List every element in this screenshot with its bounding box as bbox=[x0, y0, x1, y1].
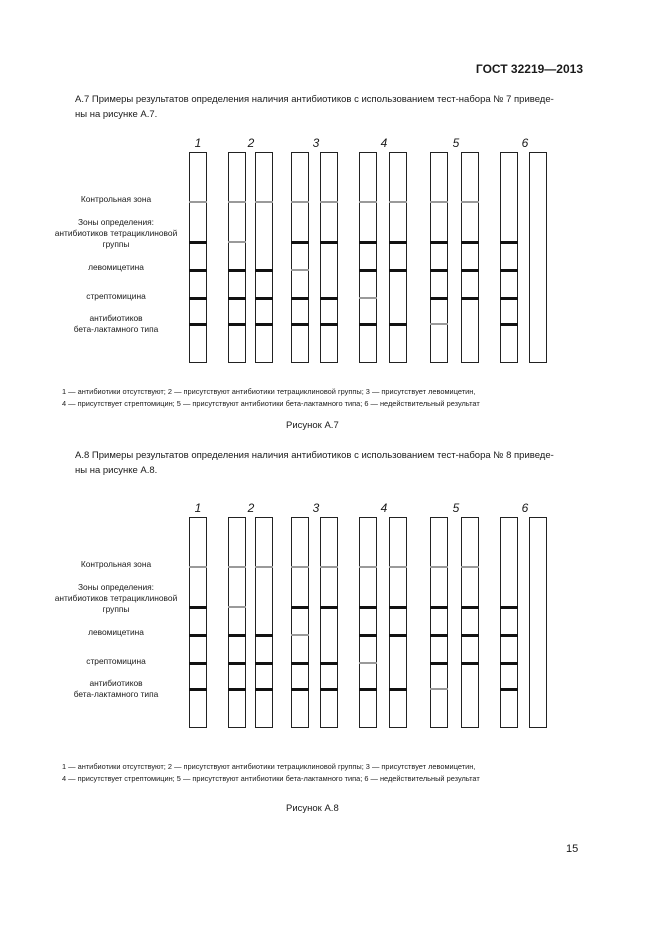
figure-a7-test-strip bbox=[291, 152, 309, 363]
figure-a8-strip-band bbox=[255, 662, 273, 665]
figure-a8-strip-band bbox=[389, 606, 407, 609]
figure-a7-strip-band bbox=[320, 297, 338, 300]
figure-a8-test-strip bbox=[320, 517, 338, 728]
figure-a7-test-strip bbox=[529, 152, 547, 363]
figure-a8-test-strip bbox=[189, 517, 207, 728]
figure-a8-row-label: Контрольная зона bbox=[80, 559, 152, 569]
figure-a8-strip-band bbox=[228, 606, 246, 608]
figure-a7-test-strip bbox=[189, 152, 207, 363]
figure-a7-strip-band bbox=[228, 201, 246, 203]
paragraph-a8-line1: А.8 Примеры результатов определения наличия антибиотиков с использованием тест-набора № 8 приведе- bbox=[75, 450, 554, 461]
figure-a8-strip-band bbox=[320, 688, 338, 691]
figure-a8-column-number-5: 5 bbox=[452, 501, 460, 515]
figure-a7-strip-band bbox=[430, 269, 448, 272]
paragraph-a8-line2: ны на рисунке А.8. bbox=[75, 465, 158, 476]
page-number: 15 bbox=[566, 843, 579, 855]
figure-a7-strip-band bbox=[189, 241, 207, 244]
figure-a7-strip-band bbox=[500, 323, 518, 326]
figure-a8-strip-band bbox=[461, 606, 479, 609]
figure-a7-legend-line2: 4 — присутствует стрептомицин; 5 — присутствуют антибиотики бета-лактамного типа; 6 — недействительный результат bbox=[62, 399, 480, 408]
figure-a8-legend bbox=[62, 761, 582, 785]
figure-a7-strip-band bbox=[320, 323, 338, 326]
figure-a8-strip-band bbox=[228, 688, 246, 691]
figure-a7-strip-band bbox=[255, 323, 273, 326]
figure-a8-strip-band bbox=[255, 566, 273, 568]
figure-a7-strip-band bbox=[461, 241, 479, 244]
figure-a8-strip-band bbox=[189, 662, 207, 665]
figure-a8-row-label: левомицетина bbox=[88, 627, 144, 637]
figure-a8-strip-band bbox=[359, 662, 377, 664]
figure-a7-column-number-6: 6 bbox=[521, 136, 529, 150]
figure-a8-row-label: стрептомицина bbox=[86, 656, 146, 666]
figure-a7-test-strip bbox=[228, 152, 246, 363]
figure-a7-strip-band bbox=[189, 323, 207, 326]
figure-a7-strip-band bbox=[320, 201, 338, 203]
figure-a8-strip-band bbox=[389, 634, 407, 637]
figure-a8-test-strip bbox=[500, 517, 518, 728]
figure-a7-test-strip bbox=[359, 152, 377, 363]
figure-a8-caption: Рисунок А.8 bbox=[286, 803, 339, 814]
figure-a7-strip-band bbox=[389, 323, 407, 326]
figure-a8-column-number-6: 6 bbox=[521, 501, 529, 515]
figure-a7-row-label: стрептомицина bbox=[86, 291, 146, 301]
figure-a8-strip-band bbox=[291, 566, 309, 568]
figure-a8-strip-band bbox=[189, 634, 207, 637]
figure-a7-strip-band bbox=[291, 297, 309, 300]
figure-a7-test-strip bbox=[500, 152, 518, 363]
figure-a8-test-strip bbox=[430, 517, 448, 728]
figure-a8-strip-band bbox=[500, 662, 518, 665]
figure-a8-strip-band bbox=[189, 688, 207, 691]
figure-a7-test-strip bbox=[389, 152, 407, 363]
figure-a7-strip-band bbox=[189, 201, 207, 203]
figure-a8-strip-band bbox=[359, 606, 377, 609]
figure-a7-strip-band bbox=[291, 241, 309, 244]
figure-a7-strip-band bbox=[291, 201, 309, 203]
figure-a8-test-strip bbox=[255, 517, 273, 728]
document-header: ГОСТ 32219—2013 bbox=[475, 62, 583, 76]
figure-a7-strip-band bbox=[291, 323, 309, 326]
figure-a7-column-number-5: 5 bbox=[452, 136, 460, 150]
figure-a7-caption: Рисунок А.7 bbox=[286, 420, 339, 431]
figure-a8-strip-band bbox=[359, 688, 377, 691]
figure-a7-strip-band bbox=[255, 297, 273, 300]
paragraph-a7-line2: ны на рисунке А.7. bbox=[75, 109, 158, 120]
figure-a8-row-label: антибиотиков бета-лактамного типа bbox=[73, 678, 159, 699]
figure-a8-strip-band bbox=[461, 566, 479, 568]
figure-a7-legend bbox=[62, 386, 582, 410]
figure-a7-strip-band bbox=[500, 269, 518, 272]
figure-a8-legend-line2: 4 — присутствует стрептомицин; 5 — присутствуют антибиотики бета-лактамного типа; 6 — недействительный результат bbox=[62, 774, 480, 783]
figure-a7-strip-band bbox=[500, 241, 518, 244]
figure-a8-test-strip bbox=[291, 517, 309, 728]
figure-a8-strip-band bbox=[291, 634, 309, 636]
figure-a7-strip-band bbox=[461, 201, 479, 203]
figure-a8-strip-band bbox=[320, 566, 338, 568]
figure-a7-strip-band bbox=[189, 269, 207, 272]
figure-a8-column-number-4: 4 bbox=[380, 501, 388, 515]
figure-a8-strip-band bbox=[189, 566, 207, 568]
figure-a8-test-strip bbox=[228, 517, 246, 728]
figure-a7-row-label: Зоны определения: антибиотиков тетрациклиновой группы bbox=[54, 217, 178, 249]
figure-a8-strip-band bbox=[430, 566, 448, 568]
figure-a7-legend-line1: 1 — антибиотики отсутствуют; 2 — присутствуют антибиотики тетрациклиновой группы; 3 — присутствует левомицетин, bbox=[62, 387, 476, 396]
figure-a8-strip-band bbox=[430, 606, 448, 609]
figure-a8-strip-band bbox=[389, 688, 407, 691]
figure-a8-column-number-3: 3 bbox=[312, 501, 320, 515]
figure-a7-strip-band bbox=[320, 241, 338, 244]
figure-a8-strip-band bbox=[500, 634, 518, 637]
figure-a7-column-number-3: 3 bbox=[312, 136, 320, 150]
figure-a8-strip-band bbox=[320, 662, 338, 665]
figure-a8 bbox=[0, 503, 661, 743]
figure-a8-strip-band bbox=[500, 606, 518, 609]
figure-a8-strip-band bbox=[430, 688, 448, 690]
figure-a7-strip-band bbox=[500, 297, 518, 300]
figure-a8-strip-band bbox=[189, 606, 207, 609]
figure-a8-legend-line1: 1 — антибиотики отсутствуют; 2 — присутствуют антибиотики тетрациклиновой группы; 3 — присутствует левомицетин, bbox=[62, 762, 476, 771]
figure-a7-strip-band bbox=[291, 269, 309, 271]
figure-a7-test-strip bbox=[320, 152, 338, 363]
figure-a7-row-label: антибиотиков бета-лактамного типа bbox=[73, 313, 159, 334]
figure-a7-strip-band bbox=[228, 241, 246, 243]
paragraph-a8 bbox=[75, 448, 590, 478]
figure-a8-test-strip bbox=[529, 517, 547, 728]
figure-a7-row-label: Контрольная зона bbox=[80, 194, 152, 204]
figure-a7-strip-band bbox=[430, 297, 448, 300]
figure-a8-strip-band bbox=[228, 662, 246, 665]
figure-a7-strip-band bbox=[228, 297, 246, 300]
figure-a8-strip-band bbox=[359, 566, 377, 568]
figure-a7-strip-band bbox=[255, 269, 273, 272]
figure-a7-strip-band bbox=[228, 269, 246, 272]
figure-a7-strip-band bbox=[255, 201, 273, 203]
figure-a7-strip-band bbox=[430, 323, 448, 325]
figure-a8-strip-band bbox=[461, 634, 479, 637]
figure-a8-strip-band bbox=[430, 634, 448, 637]
figure-a8-strip-band bbox=[430, 662, 448, 665]
figure-a8-test-strip bbox=[461, 517, 479, 728]
figure-a7-column-number-4: 4 bbox=[380, 136, 388, 150]
figure-a8-strip-band bbox=[228, 566, 246, 568]
paragraph-a7 bbox=[75, 92, 590, 122]
figure-a8-strip-band bbox=[228, 634, 246, 637]
figure-a8-strip-band bbox=[291, 688, 309, 691]
figure-a7-strip-band bbox=[359, 323, 377, 326]
figure-a8-strip-band bbox=[359, 634, 377, 637]
figure-a8-strip-band bbox=[291, 662, 309, 665]
figure-a8-test-strip bbox=[389, 517, 407, 728]
figure-a7-strip-band bbox=[430, 201, 448, 203]
figure-a7-strip-band bbox=[461, 269, 479, 272]
figure-a8-strip-band bbox=[320, 606, 338, 609]
figure-a8-strip-band bbox=[500, 688, 518, 691]
figure-a7-column-number-1: 1 bbox=[194, 136, 202, 150]
figure-a7-strip-band bbox=[461, 297, 479, 300]
figure-a7-column-number-2: 2 bbox=[247, 136, 255, 150]
figure-a7-strip-band bbox=[389, 201, 407, 203]
figure-a7-test-strip bbox=[430, 152, 448, 363]
figure-a8-column-number-2: 2 bbox=[247, 501, 255, 515]
figure-a7-strip-band bbox=[359, 297, 377, 299]
figure-a7-strip-band bbox=[189, 297, 207, 300]
figure-a8-test-strip bbox=[359, 517, 377, 728]
figure-a7-strip-band bbox=[430, 241, 448, 244]
figure-a8-strip-band bbox=[461, 662, 479, 665]
figure-a8-row-label: Зоны определения: антибиотиков тетрациклиновой группы bbox=[54, 582, 178, 614]
figure-a7-strip-band bbox=[359, 241, 377, 244]
figure-a7 bbox=[0, 138, 661, 378]
figure-a7-strip-band bbox=[389, 241, 407, 244]
figure-a8-strip-band bbox=[389, 566, 407, 568]
figure-a8-strip-band bbox=[255, 634, 273, 637]
figure-a7-row-label: левомицетина bbox=[88, 262, 144, 272]
figure-a7-strip-band bbox=[389, 269, 407, 272]
figure-a7-test-strip bbox=[255, 152, 273, 363]
figure-a7-test-strip bbox=[461, 152, 479, 363]
paragraph-a7-line1: А.7 Примеры результатов определения наличия антибиотиков с использованием тест-набора № 7 приведе- bbox=[75, 94, 554, 105]
figure-a7-strip-band bbox=[359, 269, 377, 272]
figure-a7-strip-band bbox=[359, 201, 377, 203]
figure-a7-strip-band bbox=[228, 323, 246, 326]
figure-a8-strip-band bbox=[291, 606, 309, 609]
figure-a8-strip-band bbox=[255, 688, 273, 691]
figure-a8-column-number-1: 1 bbox=[194, 501, 202, 515]
